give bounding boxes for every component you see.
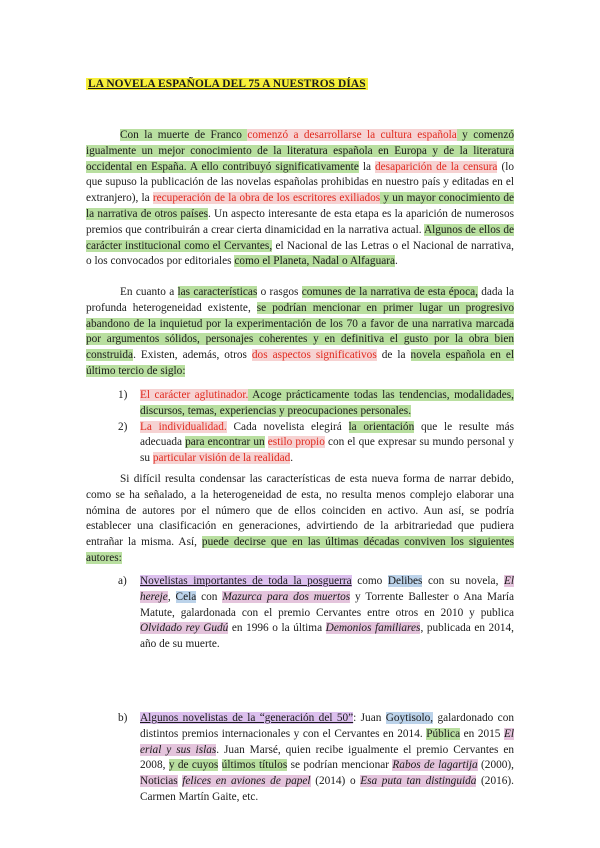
text-span: . Juan Marsé, quien recibe igualmente el premio Cervantes en 2008, [140, 743, 515, 772]
text-span: (2016). Carmen Martín Gaite, etc. [140, 775, 514, 803]
text-span: para encontrar un [185, 436, 265, 449]
text-span: dada la profunda heterogeneidad existente, [86, 286, 514, 314]
text-span: Acoge prácticamente todas las tendencias, modalidades, discursos, temas, experiencias y preocupaciones personales. [140, 389, 514, 417]
text-span: El erial y sus islas [140, 727, 514, 756]
text-span: dos aspectos significativos [251, 349, 377, 362]
text-span: Esa puta tan distinguida [360, 775, 477, 788]
paragraph-authors [86, 472, 514, 567]
text-span: últimos títulos [221, 759, 288, 772]
text-span: . [290, 452, 294, 465]
list-item [118, 574, 514, 653]
text-span: El carácter aglutinador. [140, 389, 249, 401]
text-span: con [196, 590, 223, 603]
text-span: felices en aviones de papel [182, 775, 311, 788]
authors-list [118, 574, 514, 806]
text-span: que le resulte más adecuada [140, 420, 514, 449]
list-item [118, 711, 514, 806]
text-span: y Torrente Ballester o Ana María Matute, galardonada con el premio Cervantes entre otros en 2010 y publica [140, 590, 514, 619]
text-span: como [351, 575, 388, 587]
text-span: el Nacional de las Letras o el Nacional de narrativa, o los convocados por editoriales [86, 239, 514, 268]
text-span: Algunos de ellos de carácter institucional como el Cervantes, [86, 223, 515, 252]
text-span: La individualidad. [140, 420, 227, 433]
text-span: recuperación de la obra de los escritores exiliados [152, 192, 381, 205]
text-span: Goytisolo, [385, 711, 434, 724]
text-span: y comenzó igualmente un mejor conocimiento de la literatura española en Europa y de la literatura occidental en España. A ello [86, 129, 514, 173]
paragraph-intro [86, 128, 514, 270]
text-span: Mazurca para dos muertos [222, 590, 351, 603]
text-span: se podrían mencionar en primer lugar un progresivo abandono de la inquietud por la experimentación de los 70 a favor de una narrativa marcada por argumentos sólidos, personajes coherentes y en definitiva el gusto por la obra bien construida [86, 301, 515, 362]
text-span: (2014) o [310, 775, 361, 788]
text-span: Olvidado rey Gudú [140, 622, 229, 635]
list-number: b) [118, 711, 128, 724]
text-span: galardonado con distintos premios internacionales y con el Cervantes en 2014. [140, 711, 514, 740]
list-item [118, 388, 514, 420]
text-span: o rasgos [257, 286, 302, 298]
text-span: comunes de la narrativa de esta época, [301, 286, 478, 298]
text-span: El hereje [140, 575, 514, 603]
text-span: comenzó a desarrollarse la cultura española [247, 129, 457, 141]
text-span: (2000), [477, 759, 514, 772]
text-span: las características [177, 286, 258, 298]
document-title: LA NOVELA ESPAÑOLA DEL 75 A NUESTROS DÍAS [88, 78, 366, 90]
text-span: Rabos de lagartija [392, 759, 478, 772]
text-span: Noticias [140, 775, 178, 788]
text-span: novela española en el último tercio de siglo: [86, 349, 514, 377]
text-span: la [358, 160, 376, 173]
text-span: . Existen, además, otros [133, 349, 252, 362]
text-span: Demonios familiares [325, 622, 421, 635]
text-span: particular visión de la realidad [152, 452, 291, 465]
text-span: Cada novelista elegirá [226, 420, 349, 433]
text-span: y un mayor conocimiento de la narrativa de otros países [86, 192, 515, 220]
text-span: puede decirse que en las últimas décadas conviven los siguientes autores: [86, 536, 515, 564]
text-span: con el que expresar su mundo personal y su [140, 436, 514, 465]
text-span: Con la muerte de Franco [120, 129, 248, 141]
text-span: en 1996 o la última [228, 622, 326, 635]
paragraph-characteristics [86, 285, 514, 380]
text-span: estilo propio [267, 436, 325, 449]
text-span: se podrían mencionar [287, 759, 393, 772]
text-span: : Juan [353, 711, 386, 724]
list-number: 1) [118, 389, 128, 401]
text-span: con su novela, [422, 575, 504, 587]
list-number: 2) [118, 420, 128, 433]
text-span: (lo que supuso la publicación de las novelas españolas prohibidas en nuestro país y editadas en el extranjero), la [86, 160, 515, 205]
text-span: , [167, 590, 176, 603]
text-span: . Un aspecto interesante de esta etapa es la aparición de numerosos premios que contribuirán a crear cierta dinamicidad en la narrativa actual. [86, 207, 514, 236]
text-span: Delibes [387, 575, 423, 587]
list-item [118, 420, 514, 467]
text-span: en 2015 [460, 727, 504, 740]
text-span: la orientación [348, 420, 415, 433]
text-span: , publicada en 2014, año de su muerte. [140, 622, 514, 651]
text-span: Pública [426, 727, 461, 740]
aspects-list [118, 388, 514, 467]
text-span: de la [376, 349, 411, 362]
text-span: En cuanto a [120, 286, 178, 298]
text-span: Novelistas importantes de toda la posguerra [140, 575, 352, 587]
text-span: contribuyó significativamente [222, 160, 359, 173]
text-span: Algunos novelistas de la “generación del 50” [140, 711, 354, 724]
text-span: y de cuyos [168, 759, 219, 772]
text-span: Cela [175, 590, 197, 603]
text-span: desaparición de la censura [375, 160, 498, 173]
text-span: como el Planeta, Nadal o Alfaguara [234, 255, 396, 268]
text-span: . [395, 255, 398, 268]
text-span: Si difícil resulta condensar las características de esta nueva forma de narrar debido, como se ha señalado, a la heterogeneidad de esta, no resulta menos complejo elaborar una nómina de autores por el número que de ellos coinciden en activo. Aun así, se podría establecer una clasificación en generaciones, advirtiendo de la arbitrariedad que pudiera entrañar la misma. Así, [86, 473, 514, 549]
list-number: a) [118, 575, 127, 587]
